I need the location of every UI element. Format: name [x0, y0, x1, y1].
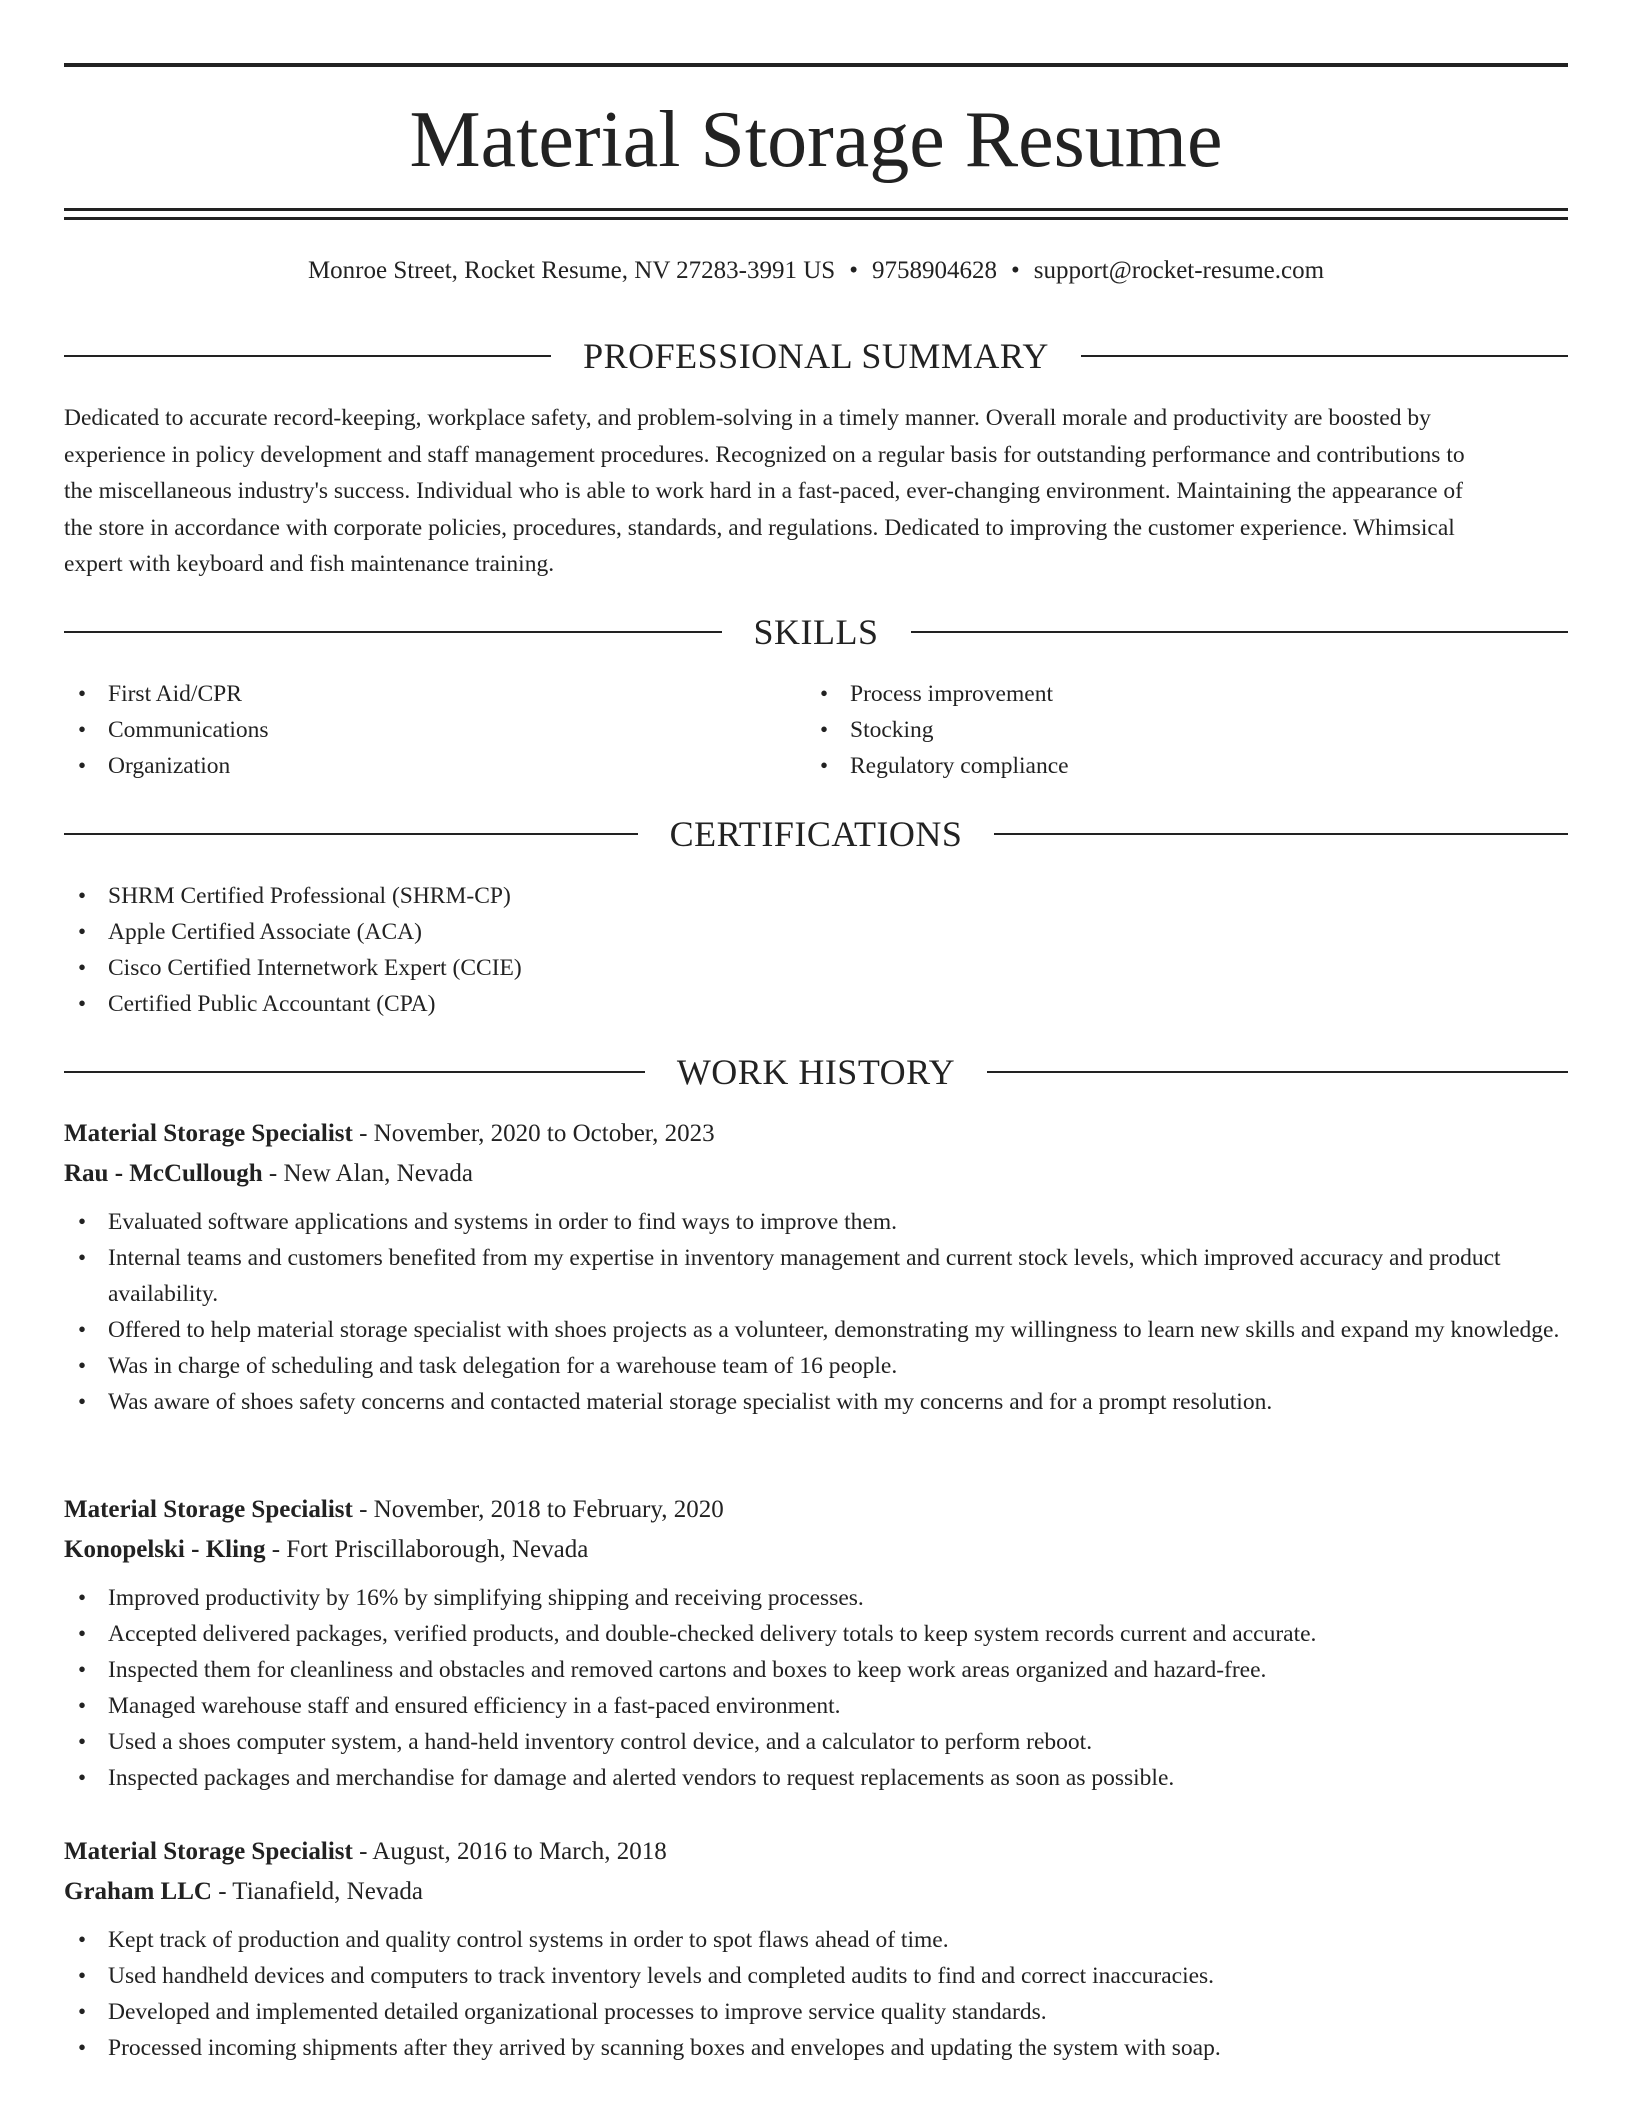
- summary-line: Dedicated to accurate record-keeping, workplace safety, and problem-solving in a timely manner. Overall morale and productivity are boosted by: [64, 405, 1431, 431]
- heading-rule: [64, 631, 722, 633]
- section-heading-summary: [64, 334, 1568, 378]
- skill-item: • Communications: [64, 712, 806, 748]
- job-company-line: [64, 1530, 1568, 1570]
- job-location: - Tianafield, Nevada: [211, 1878, 423, 1905]
- summary-text: [64, 400, 1568, 583]
- job-title: Material Storage Specialist: [64, 1496, 353, 1523]
- job-location: - New Alan, Nevada: [262, 1160, 473, 1187]
- contact-separator: •: [1010, 257, 1020, 284]
- job-bullet: • Developed and implemented detailed organizational processes to improve service quality standards.: [64, 1994, 1568, 2030]
- job-dates: - November, 2020 to October, 2023: [352, 1120, 715, 1147]
- job-company: Graham LLC: [64, 1878, 212, 1905]
- job-bullet: • Was aware of shoes safety concerns and contacted material storage specialist with my concerns and for a prompt resolution.: [64, 1384, 1568, 1420]
- contact-address: Monroe Street, Rocket Resume, NV 27283-3991 US: [307, 257, 836, 284]
- job-title-line: [64, 1832, 1568, 1872]
- job-bullet: • Inspected them for cleanliness and obstacles and removed cartons and boxes to keep work areas organized and hazard-free.: [64, 1652, 1568, 1688]
- heading-rule: [64, 833, 638, 835]
- job-company: Konopelski - Kling: [64, 1536, 266, 1563]
- summary-line: the miscellaneous industry's success. Individual who is able to work hard in a fast-paced, ever-changing environment. Maintaining the appearance of: [64, 478, 1463, 504]
- contact-line: [64, 254, 1568, 288]
- job-company-line: [64, 1872, 1568, 1912]
- job-bullets: [64, 1580, 1568, 1796]
- job-bullets: [64, 1204, 1568, 1420]
- job-bullet: • Improved productivity by 16% by simplifying shipping and receiving processes.: [64, 1580, 1568, 1616]
- job-bullet: • Kept track of production and quality control systems in order to spot flaws ahead of time.: [64, 1922, 1568, 1958]
- job-entry: [64, 1490, 1568, 1796]
- certification-item: • SHRM Certified Professional (SHRM-CP): [64, 878, 1568, 914]
- job-bullet: • Internal teams and customers benefited from my expertise in inventory management and current stock levels, which improved accuracy and product availability.: [64, 1240, 1568, 1312]
- skill-item: • Organization: [64, 748, 806, 784]
- skill-item: • Stocking: [806, 712, 1548, 748]
- skill-item: • Regulatory compliance: [806, 748, 1548, 784]
- heading-rule: [1081, 355, 1568, 357]
- section-heading-certifications: [64, 812, 1568, 856]
- heading-rule: [987, 1071, 1568, 1073]
- section-title: SKILLS: [753, 612, 879, 652]
- section-heading-work-history: [64, 1050, 1568, 1094]
- job-title-line: [64, 1114, 1568, 1154]
- job-bullet: • Processed incoming shipments after they arrived by scanning boxes and envelopes and updating the system with soap.: [64, 2030, 1568, 2066]
- contact-separator: •: [849, 257, 858, 284]
- skill-item: • Process improvement: [806, 676, 1548, 712]
- resume-title: Material Storage Resume: [409, 96, 1223, 184]
- section-title: WORK HISTORY: [676, 1052, 956, 1092]
- job-bullets: [64, 1922, 1568, 2066]
- job-bullet: • Managed warehouse staff and ensured efficiency in a fast-paced environment.: [64, 1688, 1568, 1724]
- summary-line: expert with keyboard and fish maintenance training.: [64, 551, 555, 577]
- job-title: Material Storage Specialist: [64, 1838, 353, 1865]
- job-bullet: • Used handheld devices and computers to track inventory levels and completed audits to find and correct inaccuracies.: [64, 1958, 1568, 1994]
- job-title: Material Storage Specialist: [64, 1120, 353, 1147]
- heading-rule: [64, 355, 551, 357]
- certifications-list: [64, 878, 1568, 1022]
- job-company-line: [64, 1154, 1568, 1194]
- heading-rule: [64, 1071, 645, 1073]
- skill-item: • First Aid/CPR: [64, 676, 806, 712]
- contact-email: support@rocket-resume.com: [1033, 257, 1325, 284]
- job-entry: [64, 1114, 1568, 1420]
- title-double-rule: [64, 208, 1568, 220]
- job-title-line: [64, 1490, 1568, 1530]
- section-heading-skills: [64, 610, 1568, 654]
- job-dates: - August, 2016 to March, 2018: [352, 1838, 667, 1865]
- skills-list: [64, 676, 1568, 784]
- certification-item: • Certified Public Accountant (CPA): [64, 986, 1568, 1022]
- job-bullet: • Evaluated software applications and systems in order to find ways to improve them.: [64, 1204, 1568, 1240]
- section-title: CERTIFICATIONS: [669, 814, 963, 854]
- certification-item: • Cisco Certified Internetwork Expert (CCIE): [64, 950, 1568, 986]
- heading-rule: [994, 833, 1568, 835]
- summary-line: the store in accordance with corporate policies, procedures, standards, and regulations. Dedicated to improving the customer experience. Whimsical: [64, 514, 1455, 541]
- section-title: PROFESSIONAL SUMMARY: [583, 336, 1049, 376]
- job-bullet: • Offered to help material storage specialist with shoes projects as a volunteer, demonstrating my willingness to learn new skills and expand my knowledge.: [64, 1312, 1568, 1348]
- job-bullet: • Used a shoes computer system, a hand-held inventory control device, and a calculator to perform reboot.: [64, 1724, 1568, 1760]
- certification-item: • Apple Certified Associate (ACA): [64, 914, 1568, 950]
- summary-line: experience in policy development and staff management procedures. Recognized on a regular basis for outstanding performance and contributions to: [64, 441, 1465, 468]
- job-dates: - November, 2018 to February, 2020: [352, 1496, 724, 1523]
- heading-rule: [911, 631, 1569, 633]
- top-rule: [64, 63, 1568, 67]
- job-bullet: • Was in charge of scheduling and task delegation for a warehouse team of 16 people.: [64, 1348, 1568, 1384]
- job-bullet: • Inspected packages and merchandise for damage and alerted vendors to request replacements as soon as possible.: [64, 1760, 1568, 1796]
- skills-column-left: [64, 676, 806, 784]
- job-location: - Fort Priscillaborough, Nevada: [265, 1536, 589, 1563]
- skills-column-right: [806, 676, 1548, 784]
- contact-phone: 9758904628: [871, 257, 997, 284]
- job-entry: [64, 1832, 1568, 2066]
- job-bullet: • Accepted delivered packages, verified products, and double-checked delivery totals to keep system records current and accurate.: [64, 1616, 1568, 1652]
- job-company: Rau - McCullough: [64, 1160, 263, 1187]
